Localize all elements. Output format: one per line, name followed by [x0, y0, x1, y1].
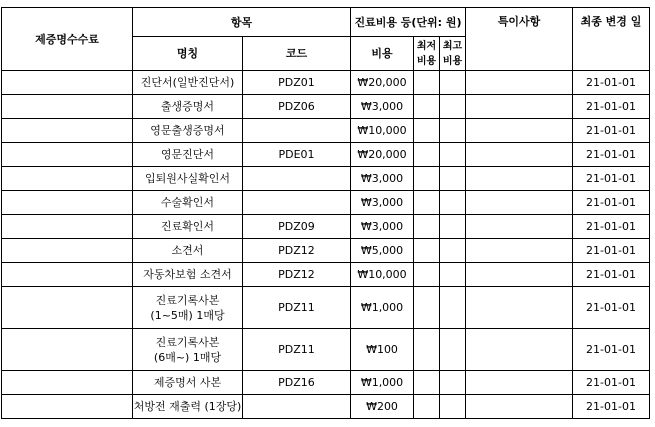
min-cost-header: 최저 비용 [414, 37, 440, 71]
cost-header: 비용 [351, 37, 414, 71]
row-max [440, 95, 466, 119]
row-note [466, 287, 573, 329]
table-row [2, 119, 650, 143]
name-header: 명칭 [133, 37, 243, 71]
row-note [466, 395, 573, 419]
table-row [2, 191, 650, 215]
row-max [440, 263, 466, 287]
row-name: 진료기록사본 (1~5매) 1매당 [133, 287, 243, 329]
row-name: 진료기록사본 (6매~) 1매당 [133, 329, 243, 371]
row-min [414, 329, 440, 371]
row-note [466, 263, 573, 287]
row-name: 진단서(일반진단서) [133, 71, 243, 95]
row-min [414, 371, 440, 395]
row-cost: ₩1,000 [351, 287, 414, 329]
row-date: 21-01-01 [573, 71, 650, 95]
row-name: 처방전 재출력 (1장당) [133, 395, 243, 419]
row-min [414, 287, 440, 329]
row-min [414, 71, 440, 95]
row-date: 21-01-01 [573, 215, 650, 239]
row-min [414, 143, 440, 167]
row-name: 제증명서 사본 [133, 371, 243, 395]
row-code [243, 191, 351, 215]
row-cost: ₩3,000 [351, 95, 414, 119]
table-row [2, 95, 650, 119]
row-min [414, 215, 440, 239]
row-note [466, 239, 573, 263]
table-row [2, 215, 650, 239]
row-cost: ₩3,000 [351, 215, 414, 239]
row-max [440, 143, 466, 167]
row-cost: ₩20,000 [351, 143, 414, 167]
table-row [2, 371, 650, 395]
last-change-header: 최종 변경 일 [573, 8, 650, 71]
category-header: 제증명수수료 [2, 8, 133, 71]
row-date: 21-01-01 [573, 95, 650, 119]
row-max [440, 167, 466, 191]
row-code: PDZ12 [243, 263, 351, 287]
row-note [466, 95, 573, 119]
row-cost: ₩20,000 [351, 71, 414, 95]
row-min [414, 239, 440, 263]
row-min [414, 167, 440, 191]
row-note [466, 167, 573, 191]
row-max [440, 329, 466, 371]
row-date: 21-01-01 [573, 191, 650, 215]
row-cost: ₩200 [351, 395, 414, 419]
table-row [2, 143, 650, 167]
row-code [243, 167, 351, 191]
row-date: 21-01-01 [573, 167, 650, 191]
table-row [2, 167, 650, 191]
row-note [466, 371, 573, 395]
row-code: PDZ16 [243, 371, 351, 395]
row-name: 수술확인서 [133, 191, 243, 215]
row-name: 진료확인서 [133, 215, 243, 239]
table-row [2, 395, 650, 419]
row-name: 소견서 [133, 239, 243, 263]
row-note [466, 215, 573, 239]
row-cost: ₩5,000 [351, 239, 414, 263]
row-note [466, 143, 573, 167]
row-cost: ₩3,000 [351, 191, 414, 215]
row-cost: ₩10,000 [351, 263, 414, 287]
row-note [466, 119, 573, 143]
row-code: PDZ11 [243, 329, 351, 371]
row-name: 자동차보험 소견서 [133, 263, 243, 287]
row-code: PDZ09 [243, 215, 351, 239]
row-min [414, 119, 440, 143]
row-name: 입퇴원사실확인서 [133, 167, 243, 191]
row-max [440, 239, 466, 263]
row-max [440, 371, 466, 395]
code-header: 코드 [243, 37, 351, 71]
fee-standard-header: 진료비용 등(단위: 원) [351, 8, 466, 37]
row-code [243, 119, 351, 143]
table-row [2, 239, 650, 263]
row-max [440, 395, 466, 419]
table-row [2, 263, 650, 287]
table-row [2, 287, 650, 329]
row-date: 21-01-01 [573, 119, 650, 143]
remarks-header: 특이사항 [466, 8, 573, 71]
max-cost-header: 최고 비용 [440, 37, 466, 71]
row-code: PDZ12 [243, 239, 351, 263]
row-max [440, 215, 466, 239]
row-code: PDE01 [243, 143, 351, 167]
row-date: 21-01-01 [573, 371, 650, 395]
row-code [243, 395, 351, 419]
row-name: 출생증명서 [133, 95, 243, 119]
row-max [440, 119, 466, 143]
row-note [466, 191, 573, 215]
row-date: 21-01-01 [573, 395, 650, 419]
row-cost: ₩100 [351, 329, 414, 371]
row-max [440, 71, 466, 95]
row-cost: ₩1,000 [351, 371, 414, 395]
header-row-1 [2, 8, 650, 37]
row-code: PDZ06 [243, 95, 351, 119]
row-cost: ₩10,000 [351, 119, 414, 143]
row-note [466, 71, 573, 95]
row-min [414, 395, 440, 419]
row-name: 영문진단서 [133, 143, 243, 167]
row-min [414, 191, 440, 215]
row-max [440, 191, 466, 215]
row-cost: ₩3,000 [351, 167, 414, 191]
row-code: PDZ01 [243, 71, 351, 95]
row-date: 21-01-01 [573, 239, 650, 263]
item-header: 항목 [133, 8, 351, 37]
row-date: 21-01-01 [573, 263, 650, 287]
table-row [2, 71, 650, 95]
row-code: PDZ11 [243, 287, 351, 329]
row-date: 21-01-01 [573, 143, 650, 167]
row-name: 영문출생증명서 [133, 119, 243, 143]
row-date: 21-01-01 [573, 287, 650, 329]
fee-table [1, 7, 650, 419]
row-note [466, 329, 573, 371]
row-min [414, 263, 440, 287]
row-date: 21-01-01 [573, 329, 650, 371]
row-max [440, 287, 466, 329]
table-row [2, 329, 650, 371]
row-min [414, 95, 440, 119]
